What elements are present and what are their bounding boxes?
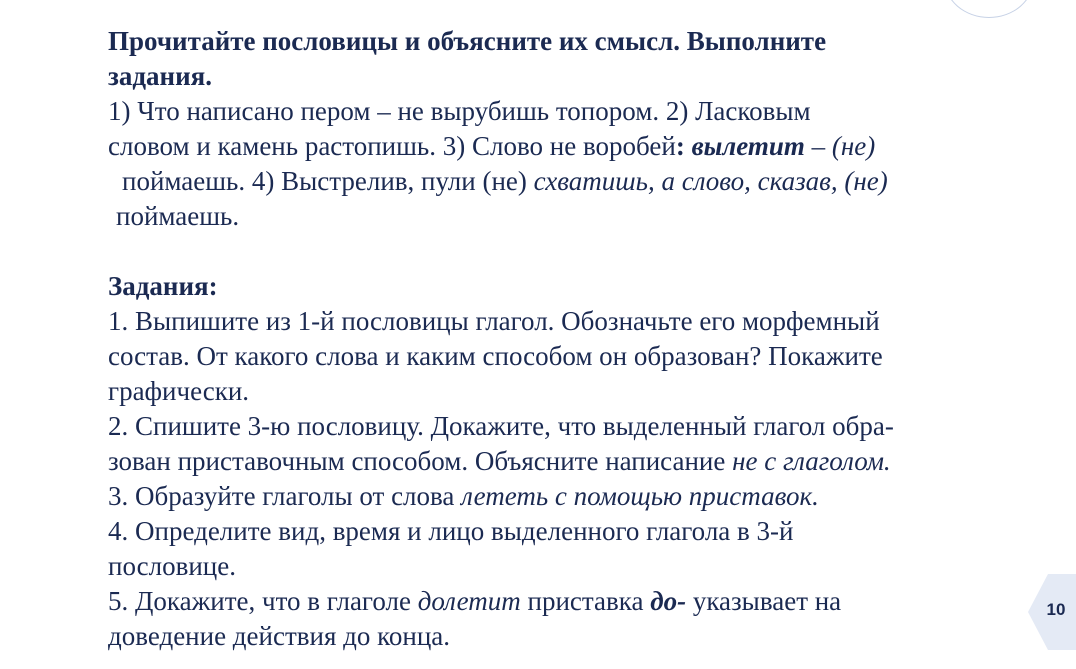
highlighted-verb: вылетит xyxy=(691,131,805,161)
task-5-italic-verb: долетит xyxy=(417,586,521,616)
task-3-italic: лететь с помощью приставок. xyxy=(461,481,819,511)
page-number-badge xyxy=(1026,573,1076,651)
decorative-circle xyxy=(944,0,1034,18)
tasks-heading: Задания: xyxy=(108,271,218,301)
task-4-line-2: пословице. xyxy=(108,551,236,581)
proverbs-ne: (не) xyxy=(831,131,876,161)
heading-line-2: задания. xyxy=(108,61,212,91)
page-number: 10 xyxy=(1046,600,1066,619)
proverbs-line-2 xyxy=(108,129,988,164)
task-1-line-2: состав. От какого слова и каким способом он образован? Покажите xyxy=(108,341,883,371)
task-1-line-3: графически. xyxy=(108,376,250,406)
proverbs-line-1: 1) Что написано пером – не вырубишь топором. 2) Ласковым xyxy=(108,96,811,126)
task-3-line xyxy=(108,479,988,514)
task-1-line-1: 1. Выпишите из 1-й пословицы глагол. Обозначьте его морфемный xyxy=(108,306,880,336)
proverbs-line-4: поймаешь. xyxy=(116,201,240,231)
task-5-text: приставка xyxy=(520,586,651,616)
heading-line-1: Прочитайте пословицы и объясните их смысл. Выполните xyxy=(108,26,827,56)
proverbs-italic: схватишь, а слово, сказав, (не) xyxy=(533,166,888,196)
task-2-italic: не с глаголом. xyxy=(732,446,891,476)
task-2-text: зован приставочным способом. Объясните написание xyxy=(108,446,733,476)
task-5-text: указывает на xyxy=(686,586,842,616)
proverbs-text: поймаешь. 4) Выстрелив, пули (не) xyxy=(122,166,534,196)
proverbs-line-3 xyxy=(108,164,988,199)
task-5-line-1 xyxy=(108,584,988,619)
proverbs-text: словом и камень растопишь. 3) Слово не воробей xyxy=(108,131,676,161)
task-4-line-1: 4. Определите вид, время и лицо выделенного глагола в 3-й xyxy=(108,516,794,546)
task-2-line-2 xyxy=(108,444,988,479)
proverbs-colon: : xyxy=(675,131,685,161)
task-5-prefix: до- xyxy=(650,586,687,616)
proverbs-space xyxy=(685,131,692,161)
task-5-text: 5. Докажите, что в глаголе xyxy=(108,586,418,616)
document-body xyxy=(108,24,988,654)
spacer xyxy=(108,234,988,269)
task-3-text: 3. Образуйте глаголы от слова xyxy=(108,481,462,511)
proverbs-dash: – xyxy=(804,131,832,161)
task-2-line-1: 2. Спишите 3-ю пословицу. Докажите, что выделенный глагол обра- xyxy=(108,411,894,441)
task-5-line-2: доведение действия до конца. xyxy=(108,621,450,651)
